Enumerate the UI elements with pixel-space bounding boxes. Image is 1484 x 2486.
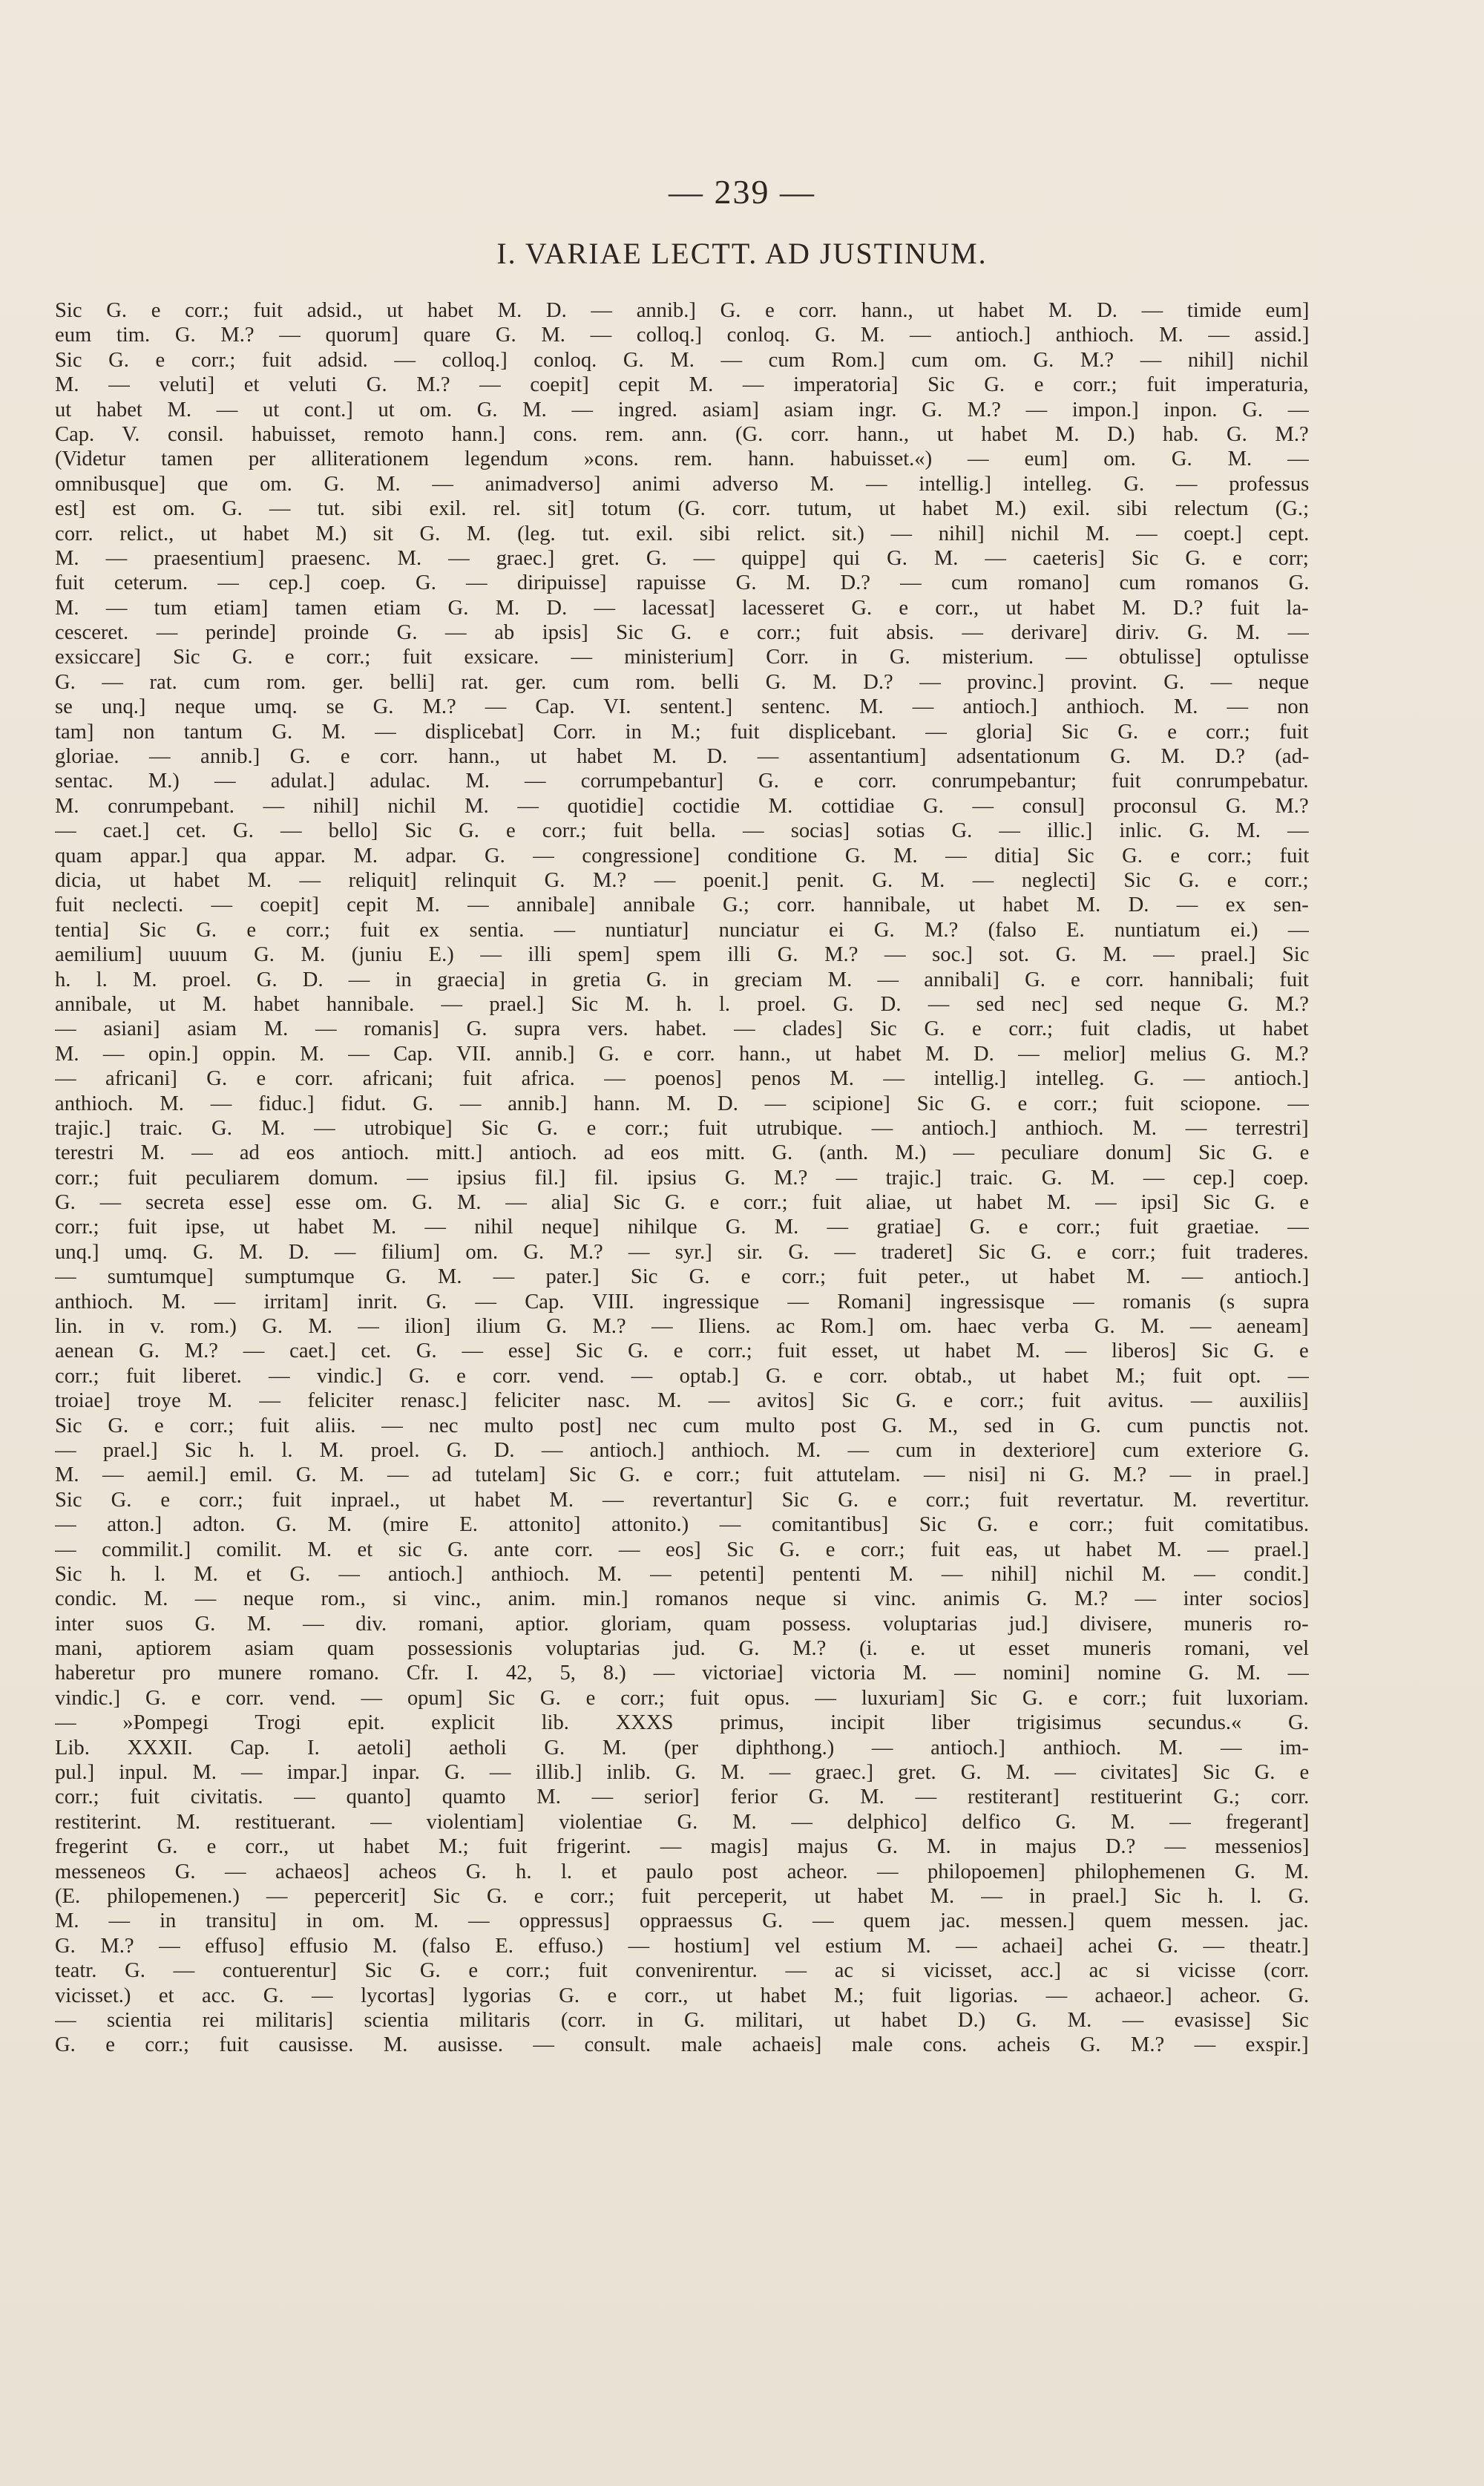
text-line: teatr. G. — contuerentur] Sic G. e corr.; fuit convenirentur. — ac si vicisset, acc.] ac si vicisse (corr.: [55, 1959, 1309, 1983]
text-line: trajic.] traic. G. M. — utrobique] Sic G. e corr.; fuit utrubique. — antioch.] anthioch. M. — terrestri]: [55, 1116, 1309, 1140]
text-line: Lib. XXXII. Cap. I. aetoli] aetholi G. M. (per diphthong.) — antioch.] anthioch. M. — im-: [55, 1736, 1309, 1759]
text-line: fuit neclecti. — coepit] cepit M. — annibale] annibale G.; corr. hannibale, ut habet M. D. — ex sen-: [55, 893, 1309, 917]
text-line: Sic G. e corr.; fuit aliis. — nec multo post] nec cum multo post G. M., sed in G. cum punctis not.: [55, 1414, 1309, 1437]
text-line: — commilit.] comilit. M. et sic G. ante corr. — eos] Sic G. e corr.; fuit eas, ut habet M. — prael.]: [55, 1538, 1309, 1561]
text-line: annibale, ut M. habet hannibale. — prael.] Sic M. h. l. proel. G. D. — sed nec] sed neque G. M.?: [55, 992, 1309, 1016]
text-line: fregerint G. e corr., ut habet M.; fuit frigerint. — magis] majus G. M. in majus D.? — messenios]: [55, 1835, 1309, 1859]
text-line: exsiccare] Sic G. e corr.; fuit exsicare. — ministerium] Corr. in G. misterium. — obtulisse] optulisse: [55, 646, 1309, 669]
text-line: M. — praesentium] praesenc. M. — graec.] gret. G. — quippe] qui G. M. — caeteris] Sic G. e corr;: [55, 546, 1309, 570]
text-line: G. — secreta esse] esse om. G. M. — alia] Sic G. e corr.; fuit aliae, ut habet M. — ipsi] Sic G. e: [55, 1191, 1309, 1215]
text-line: G. e corr.; fuit causisse. M. ausisse. — consult. male achaeis] male cons. acheis G. M.? — exspir.]: [55, 2033, 1309, 2057]
text-line: h. l. M. proel. G. D. — in graecia] in gretia G. in greciam M. — annibali] G. e corr. hannibali; fuit: [55, 968, 1309, 991]
text-line: G. M.? — effuso] effusio M. (falso E. effuso.) — hostium] vel estium M. — achaei] achei G. — theatr.]: [55, 1934, 1309, 1958]
text-line: corr.; fuit ipse, ut habet M. — nihil neque] nihilque G. M. — gratiae] G. e corr.; fuit graetiae. —: [55, 1216, 1309, 1239]
text-line: anthioch. M. — irritam] inrit. G. — Cap. VIII. ingressique — Romani] ingressisque — romanis (s supra: [55, 1290, 1309, 1313]
text-line: lin. in v. rom.) G. M. — ilion] ilium G. M.? — Iliens. ac Rom.] om. haec verba G. M. — aeneam]: [55, 1315, 1309, 1339]
text-line: M. conrumpebant. — nihil] nichil M. — quotidie] coctidie M. cottidiae G. — consul] proconsul G. M.?: [55, 794, 1309, 818]
critical-apparatus-text: [55, 298, 1309, 2058]
text-line: — atton.] adton. G. M. (mire E. attonito] attonito.) — comitantibus] Sic G. e corr.; fuit comitatibus.: [55, 1513, 1309, 1537]
text-line: M. — veluti] et veluti G. M.? — coepit] cepit M. — imperatoria] Sic G. e corr.; fuit imperaturia,: [55, 373, 1309, 397]
text-line: (E. philopemenen.) — pepercerit] Sic G. e corr.; fuit perceperit, ut habet M. — in prael.] Sic h. l. G.: [55, 1885, 1309, 1908]
text-line: terestri M. — ad eos antioch. mitt.] antioch. ad eos mitt. G. (anth. M.) — peculiare donum] Sic G. e: [55, 1141, 1309, 1165]
running-head: I. VARIAE LECTT. AD JUSTINUM.: [496, 237, 988, 270]
text-line: eum tim. G. M.? — quorum] quare G. M. — colloq.] conloq. G. M. — antioch.] anthioch. M. — assid.]: [55, 324, 1309, 347]
text-line: — scientia rei militaris] scientia militaris (corr. in G. militari, ut habet D.) G. M. — evasisse] Sic: [55, 2008, 1309, 2032]
text-line: omnibusque] que om. G. M. — animadverso] animi adverso M. — intellig.] intelleg. G. — professus: [55, 472, 1309, 496]
text-line: est] est om. G. — tut. sibi exil. rel. sit] totum (G. corr. tutum, ut habet M.) exil. sibi relectum (G.;: [55, 497, 1309, 521]
text-line: M. — opin.] oppin. M. — Cap. VII. annib.] G. e corr. hann., ut habet M. D. — melior] melius G. M.?: [55, 1042, 1309, 1066]
text-line: haberetur pro munere romano. Cfr. I. 42, 5, 8.) — victoriae] victoria M. — nomini] nomine G. M. —: [55, 1662, 1309, 1685]
text-line: ut habet M. — ut cont.] ut om. G. M. — ingred. asiam] asiam ingr. G. M.? — impon.] inpon. G. —: [55, 398, 1309, 422]
text-line: pul.] inpul. M. — impar.] inpar. G. — illib.] inlib. G. M. — graec.] gret. G. M. — civitates] Sic G. e: [55, 1761, 1309, 1785]
text-line: inter suos G. M. — div. romani, aptior. gloriam, quam possess. voluptarias jud.] divisere, muneris ro-: [55, 1612, 1309, 1636]
text-line: M. — aemil.] emil. G. M. — ad tutelam] Sic G. e corr.; fuit attutelam. — nisi] ni G. M.? — in prael.]: [55, 1463, 1309, 1487]
text-line: — »Pompegi Trogi epit. explicit lib. XXXS primus, incipit liber trigisimus secundus.« G.: [55, 1711, 1309, 1735]
text-line: — prael.] Sic h. l. M. proel. G. D. — antioch.] anthioch. M. — cum in dexteriore] cum exteriore G.: [55, 1438, 1309, 1462]
text-line: aemilium] uuuum G. M. (juniu E.) — illi spem] spem illi G. M.? — soc.] sot. G. M. — prael.] Sic: [55, 943, 1309, 967]
text-line: tam] non tantum G. M. — displicebat] Corr. in M.; fuit displicebant. — gloria] Sic G. e corr.; fuit: [55, 720, 1309, 744]
text-line: (Videtur tamen per alliterationem legendum »cons. rem. hann. habuisset.«) — eum] om. G. M. —: [55, 447, 1309, 471]
text-line: tentia] Sic G. e corr.; fuit ex sentia. — nuntiatur] nunciatur ei G. M.? (falso E. nuntiatum ei.) —: [55, 918, 1309, 942]
text-line: Sic G. e corr.; fuit adsid. — colloq.] conloq. G. M. — cum Rom.] cum om. G. M.? — nihil] nichil: [55, 348, 1309, 372]
text-line: Sic G. e corr.; fuit inprael., ut habet M. — revertantur] Sic G. e corr.; fuit revertatur. M. revertitur.: [55, 1488, 1309, 1512]
text-line: se unq.] neque umq. se G. M.? — Cap. VI. sentent.] sentenc. M. — antioch.] anthioch. M. — non: [55, 695, 1309, 719]
text-line: corr. relict., ut habet M.) sit G. M. (leg. tut. exil. sibi relict. sit.) — nihil] nichil M. — coept.] cept.: [55, 522, 1309, 545]
text-line: vindic.] G. e corr. vend. — opum] Sic G. e corr.; fuit opus. — luxuriam] Sic G. e corr.; fuit luxoriam.: [55, 1686, 1309, 1710]
text-line: — asiani] asiam M. — romanis] G. supra vers. habet. — clades] Sic G. e corr.; fuit cladis, ut habet: [55, 1017, 1309, 1041]
text-line: — sumtumque] sumptumque G. M. — pater.] Sic G. e corr.; fuit peter., ut habet M. — antioch.]: [55, 1265, 1309, 1289]
text-line: condic. M. — neque rom., si vinc., anim. min.] romanos neque si vinc. animis G. M.? — inter socios]: [55, 1587, 1309, 1611]
text-line: messeneos G. — achaeos] acheos G. h. l. et paulo post acheor. — philopoemen] philophemenen G. M.: [55, 1860, 1309, 1883]
text-line: quam appar.] qua appar. M. adpar. G. — congressione] conditione G. M. — ditia] Sic G. e corr.; fuit: [55, 844, 1309, 868]
text-line: M. — in transitu] in om. M. — oppressus] oppraessus G. — quem jac. messen.] quem messen. jac.: [55, 1909, 1309, 1933]
text-line: — caet.] cet. G. — bello] Sic G. e corr.; fuit bella. — socias] sotias G. — illic.] inlic. G. M. —: [55, 819, 1309, 843]
text-line: fuit ceterum. — cep.] coep. G. — diripuisse] rapuisse G. M. D.? — cum romano] cum romanos G.: [55, 571, 1309, 595]
text-line: M. — tum etiam] tamen etiam G. M. D. — lacessat] lacesseret G. e corr., ut habet M. D.? fuit la-: [55, 596, 1309, 620]
text-line: aenean G. M.? — caet.] cet. G. — esse] Sic G. e corr.; fuit esset, ut habet M. — liberos] Sic G. e: [55, 1339, 1309, 1363]
text-line: troiae] troye M. — feliciter renasc.] feliciter nasc. M. — avitos] Sic G. e corr.; fuit avitus. — auxiliis]: [55, 1389, 1309, 1413]
text-line: mani, aptiorem asiam quam possessionis voluptarias jud. G. M.? (i. e. ut esset muneris romani, vel: [55, 1637, 1309, 1661]
page-number: — 239 —: [669, 173, 815, 211]
text-line: corr.; fuit liberet. — vindic.] G. e corr. vend. — optab.] G. e corr. obtab., ut habet M.; fuit opt. —: [55, 1364, 1309, 1388]
text-line: dicia, ut habet M. — reliquit] relinquit G. M.? — poenit.] penit. G. M. — neglecti] Sic G. e corr.;: [55, 868, 1309, 892]
text-line: corr.; fuit peculiarem domum. — ipsius fil.] fil. ipsius G. M.? — trajic.] traic. G. M. — cep.] coep.: [55, 1166, 1309, 1190]
text-line: vicisset.) et acc. G. — lycortas] lygorias G. e corr., ut habet M.; fuit ligorias. — achaeor.] acheor. G.: [55, 1984, 1309, 2007]
text-line: Sic h. l. M. et G. — antioch.] anthioch. M. — petenti] pententi M. — nihil] nichil M. — condit.]: [55, 1562, 1309, 1586]
text-line: Cap. V. consil. habuisset, remoto hann.] cons. rem. ann. (G. corr. hann., ut habet M. D.) hab. G. M.?: [55, 422, 1309, 446]
text-line: gloriae. — annib.] G. e corr. hann., ut habet M. D. — assentantium] adsentationum G. M. D.? (ad-: [55, 745, 1309, 769]
text-line: unq.] umq. G. M. D. — filium] om. G. M.? — syr.] sir. G. — traderet] Sic G. e corr.; fuit traderes.: [55, 1240, 1309, 1264]
text-line: restiterint. M. restituerant. — violentiam] violentiae G. M. — delphico] delfico G. M. — fregerant]: [55, 1810, 1309, 1834]
text-line: corr.; fuit civitatis. — quanto] quamto M. — serior] ferior G. M. — restiterant] restituerint G.; corr.: [55, 1785, 1309, 1809]
text-line: G. — rat. cum rom. ger. belli] rat. ger. cum rom. belli G. M. D.? — provinc.] provint. G. — neque: [55, 670, 1309, 694]
text-line: — africani] G. e corr. africani; fuit africa. — poenos] penos M. — intellig.] intelleg. G. — antioch.]: [55, 1067, 1309, 1091]
text-line: Sic G. e corr.; fuit adsid., ut habet M. D. — annib.] G. e corr. hann., ut habet M. D. — timide eum]: [55, 299, 1309, 322]
text-line: cesceret. — perinde] proinde G. — ab ipsis] Sic G. e corr.; fuit absis. — derivare] diriv. G. M. —: [55, 621, 1309, 645]
text-line: anthioch. M. — fiduc.] fidut. G. — annib.] hann. M. D. — scipione] Sic G. e corr.; fuit sciopone. —: [55, 1092, 1309, 1115]
text-line: sentac. M.) — adulat.] adulac. M. — corrumpebantur] G. e corr. conrumpebantur; fuit conrumpebatur.: [55, 770, 1309, 793]
